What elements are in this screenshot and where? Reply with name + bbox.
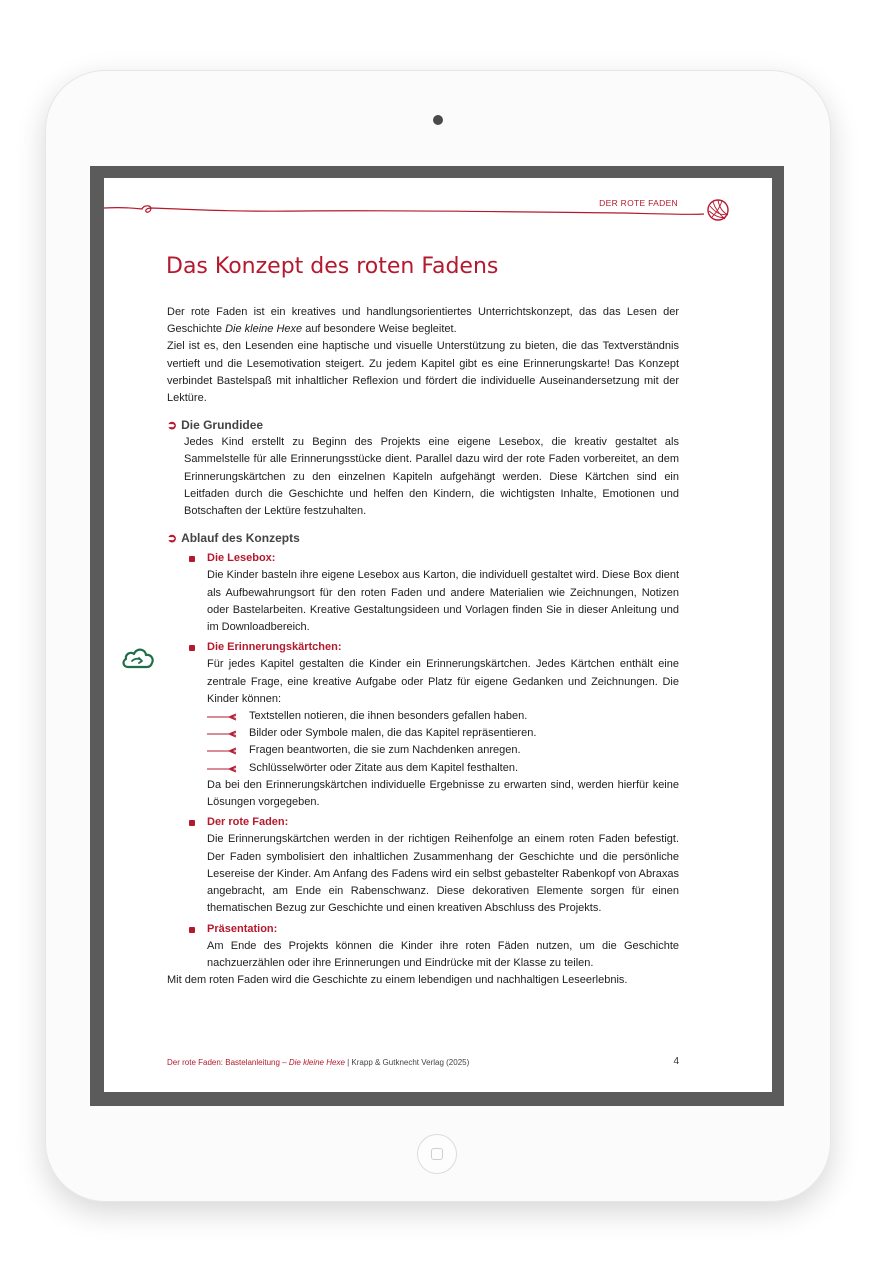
section-heading-grundidee: ➲ Die Grundidee xyxy=(167,418,264,433)
cloud-download-icon[interactable] xyxy=(120,644,156,672)
intro-paragraph-2: Ziel ist es, den Lesenden eine haptische und visuelle Unterstützung zu bieten, die das Textverständnis vertieft und die Lesemotivation steigert. Zu jedem Kapitel gibt es eine Erinnerungskarte! Das Konzept verbindet Bastelspaß mit inhaltlicher Reflexion und fördert die individuelle Auseinandersetzung mit der Lektüre. xyxy=(167,340,679,405)
yarn-ball-icon xyxy=(708,200,728,220)
sub-list-item: Fragen beantworten, die sie zum Nachdenken anregen. xyxy=(207,742,679,759)
bullet-icon xyxy=(189,820,195,826)
red-thread-decoration xyxy=(104,178,772,238)
bullet-icon xyxy=(189,645,195,651)
sub-list-item: Textstellen notieren, die ihnen besonders gefallen haben. xyxy=(207,708,679,725)
footer-citation: Der rote Faden: Bastelanleitung – Die kleine Hexe | Krapp & Gutknecht Verlag (2025) xyxy=(167,1058,470,1067)
page-number: 4 xyxy=(673,1056,679,1067)
bullet-icon xyxy=(189,927,195,933)
list-item-roter-faden: Der rote Faden: Die Erinnerungskärtchen werden in der richtigen Reihenfolge an einem roten Faden befestigt. Der Faden symbolisiert den inhaltlichen Zusammenhang der Geschichte und die persönliche Lesereise der Kinder. Am Anfang des Fadens wird ein selbst gebastelter Rabenkopf von Abraxas angebracht, am Ende ein Rabenschwanz. Diese dekorativen Elemente sorgen für einen thematischen Bezug zur Geschichte und einen kreativen Abschluss des Projekts. xyxy=(167,814,679,917)
arrow-icon: ➲ xyxy=(167,531,178,546)
needle-thread-icon xyxy=(207,713,237,721)
bullet-icon xyxy=(189,556,195,562)
page-title: Das Konzept des roten Fadens xyxy=(166,254,499,279)
list-item-lesebox: Die Lesebox: Die Kinder basteln ihre eigene Lesebox aus Karton, die individuell gestaltet wird. Diese Box dient als Aufbewahrungsort für den roten Faden und andere Materialien wie Zeichnungen, Notizen oder Bastelarbeiten. Kreative Gestaltungsideen und Vorlagen finden Sie in dieser Anleitung und im Downloadbereich. xyxy=(167,550,679,636)
closing-paragraph: Mit dem roten Faden wird die Geschichte zu einem lebendigen und nachhaltigen Leseerlebnis. xyxy=(167,974,628,987)
sub-list-item: Bilder oder Symbole malen, die das Kapitel repräsentieren. xyxy=(207,725,679,742)
list-item-erinnerungskaertchen: Die Erinnerungskärtchen: Für jedes Kapitel gestalten die Kinder ein Erinnerungskärtchen. Jedes Kärtchen enthält eine zentrale Frage, eine kreative Aufgabe oder Platz für eigene Gedanken und Zeichnungen. Die Kinder können: Textstellen notieren, die ihnen besonders gefallen haben. Bilder oder Symbole malen, die das Kapitel repräsentieren. Fragen beantworten, die sie zum Nachdenken anregen. Schlüsselwörter oder Zitate aus dem Kapitel festhalten. Da bei den Erinnerungskärtchen individuelle Ergebnisse zu erwarten sind, werden hierfür keine Lösungen vorgegeben. xyxy=(167,639,679,811)
section-heading-ablauf: ➲ Ablauf des Konzepts xyxy=(167,531,300,546)
list-item-praesentation: Präsentation: Am Ende des Projekts können die Kinder ihre roten Fäden nutzen, um die Geschichte nachzuerzählen oder ihre Erinnerungen und Eindrücke mit der Klasse zu teilen. xyxy=(167,921,679,973)
document-page xyxy=(104,178,772,1092)
camera-icon xyxy=(433,115,443,125)
needle-thread-icon xyxy=(207,747,237,755)
intro-paragraph-1: Der rote Faden ist ein kreatives und handlungsorientiertes Unterrichtskonzept, das das Lesen der Geschichte Die kleine Hexe auf besondere Weise begleitet. xyxy=(167,306,679,336)
main-content xyxy=(167,304,679,989)
home-button[interactable] xyxy=(417,1134,457,1174)
needle-thread-icon xyxy=(207,730,237,738)
sub-list-item: Schlüsselwörter oder Zitate aus dem Kapitel festhalten. xyxy=(207,760,679,777)
needle-thread-icon xyxy=(207,765,237,773)
header-label: DER ROTE FADEN xyxy=(599,198,678,208)
section-text-grundidee: Jedes Kind erstellt zu Beginn des Projekts eine eigene Lesebox, die kreativ gestaltet als Sammelstelle für alle Erinnerungsstücke dient. Parallel dazu wird der rote Faden vorbereitet, an dem Erinnerungskärtchen zu den einzelnen Kapiteln aufgehängt werden. Diese Kärtchen sind ein Leitfaden durch die Geschichte und helfen den Kindern, die wichtigsten Inhalte, Emotionen und Botschaften der Lektüre festzuhalten. xyxy=(184,436,679,518)
arrow-icon: ➲ xyxy=(167,418,178,433)
